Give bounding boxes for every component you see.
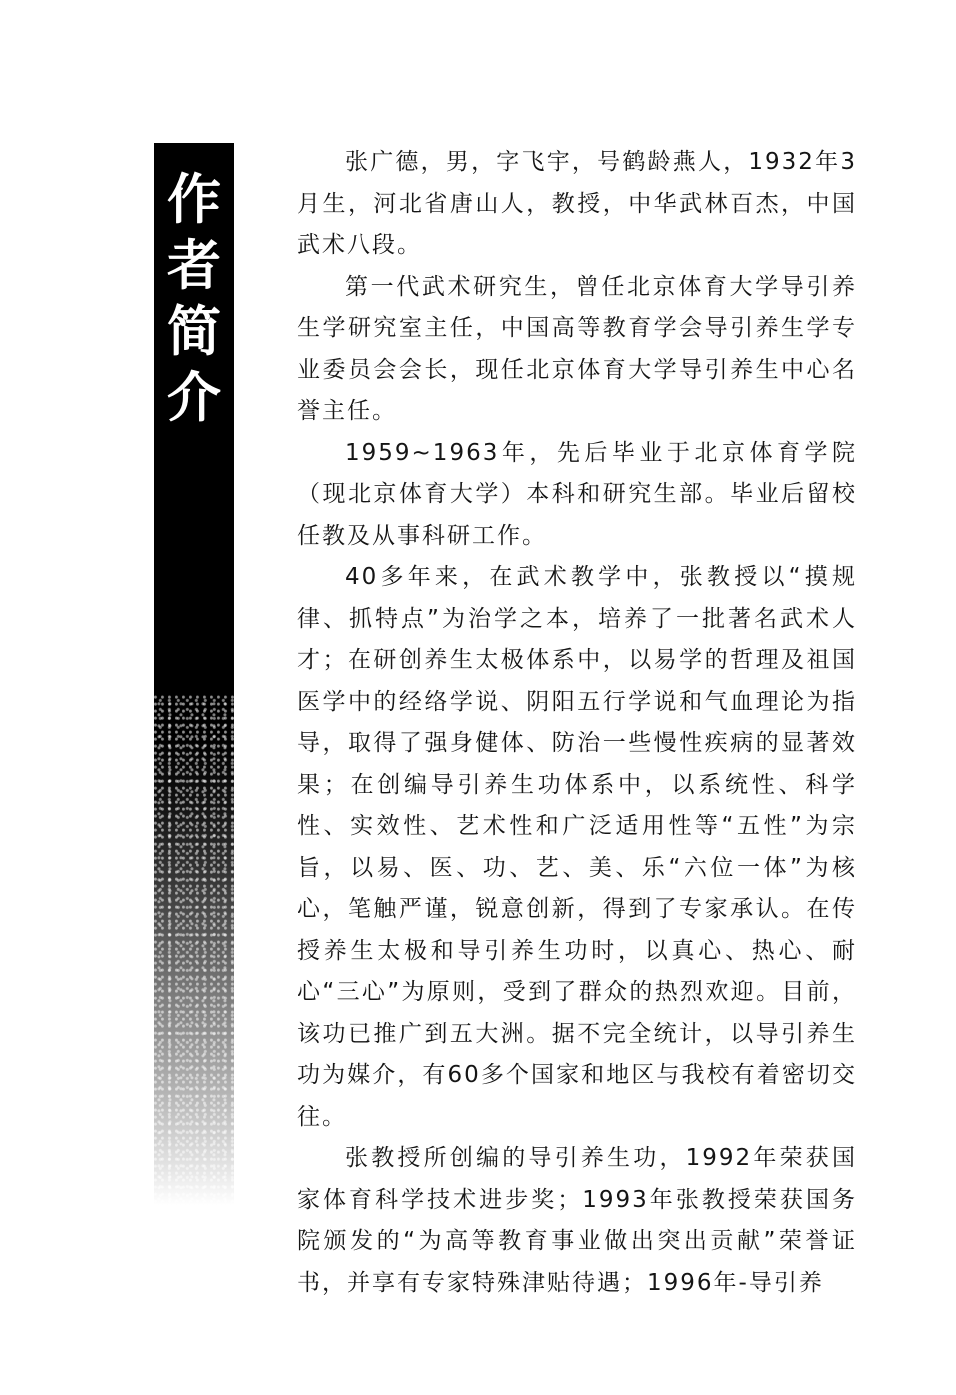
author-bio: [297, 142, 857, 1304]
title-char: 作: [167, 168, 221, 231]
section-title: [154, 167, 234, 431]
title-char: 简: [167, 300, 221, 363]
bio-paragraph: 张广德，男，字飞宇，号鹤龄燕人，1932年3月生，河北省唐山人，教授，中华武林百杰，中国武术八段。: [297, 149, 857, 258]
bio-paragraph: 第一代武术研究生，曾任北京体育大学导引养生学研究室主任，中国高等教育学会导引养生学专业委员会会长，现任北京体育大学导引养生中心名誉主任。: [297, 273, 857, 424]
title-sidebar: [154, 143, 234, 1205]
title-char: 者: [167, 234, 221, 297]
bio-paragraph: 40多年来，在武术教学中，张教授以“摸规律、抓特点”为治学之本，培养了一批著名武术人才；在研创养生太极体系中，以易学的哲理及祖国医学中的经络学说、阴阳五行学说和气血理论为指导，取得了强身健体、防治一些慢性疾病的显著效果；在创编导引养生功体系中，以系统性、科学性、实效性、艺术性和广泛适用性等“五性”为宗旨，以易、医、功、艺、美、乐“六位一体”为核心，笔触严谨，锐意创新，得到了专家承认。在传授养生太极和导引养生功时，以真心、热心、耐心“三心”为原则，受到了群众的热烈欢迎。目前，该功已推广到五大洲。据不完全统计，以导引养生功为媒介，有60多个国家和地区与我校有着密切交往。: [297, 564, 857, 1130]
title-char: 介: [167, 366, 221, 429]
bio-paragraph: 1959~1963年，先后毕业于北京体育学院（现北京体育大学）本科和研究生部。毕业后留校任教及从事科研工作。: [297, 439, 857, 549]
bio-paragraph: 张教授所创编的导引养生功，1992年荣获国家体育科学技术进步奖；1993年张教授荣获国务院颁发的“为高等教育事业做出突出贡献”荣誉证书，并享有专家特殊津贴待遇；1996年-导引养: [297, 1145, 857, 1296]
